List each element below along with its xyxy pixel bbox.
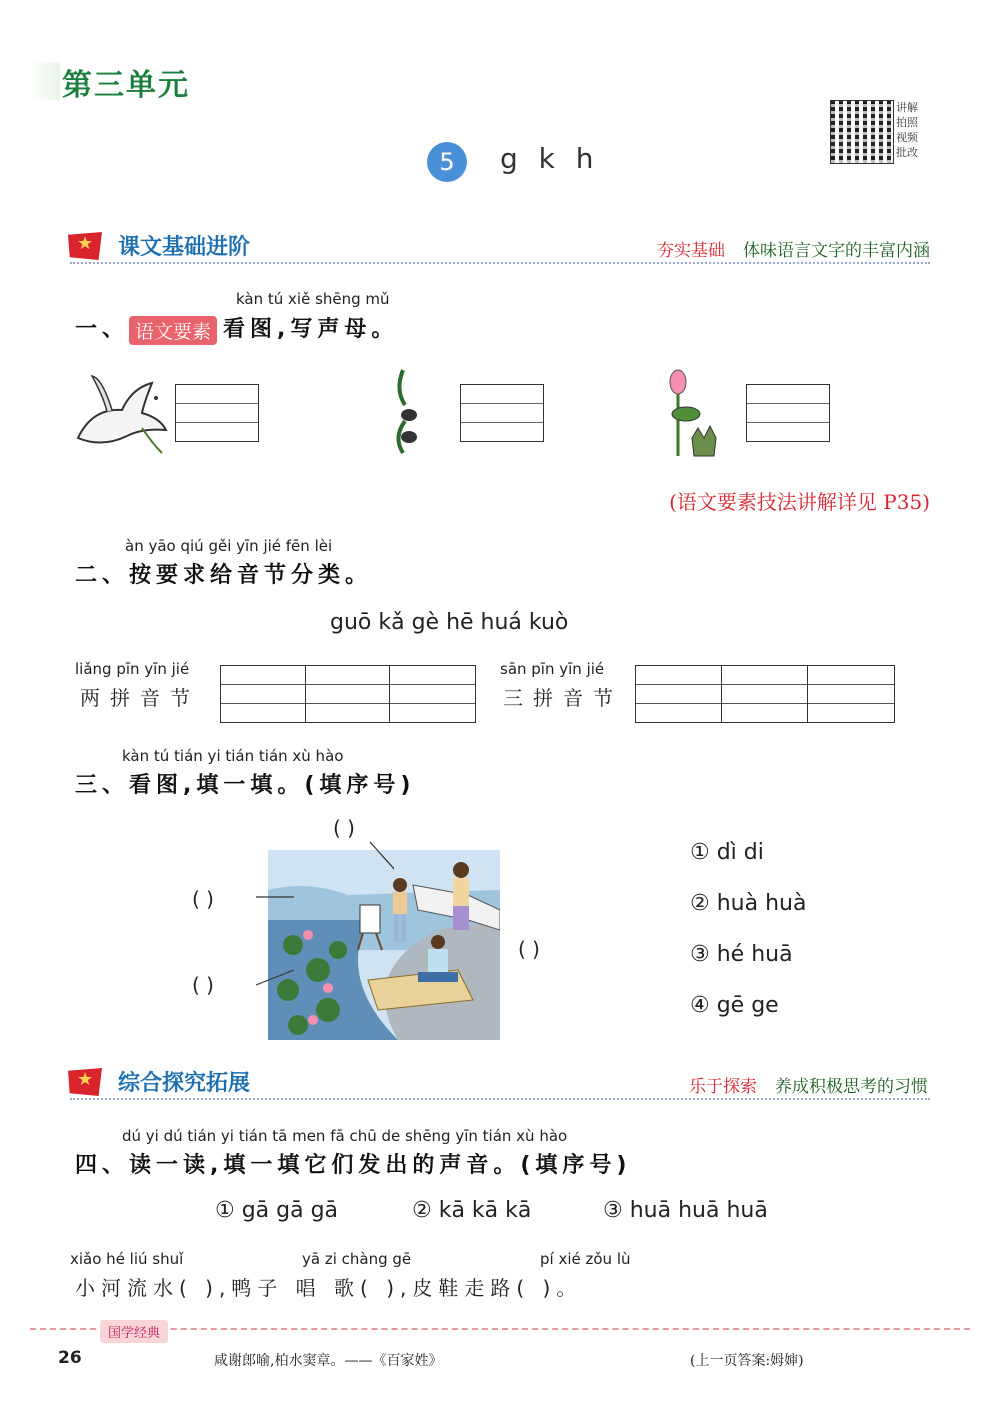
q2-heading: 二、按要求给音节分类。 <box>75 563 373 588</box>
q4-pinyin-a: xiǎo hé liú shuǐ <box>70 1250 184 1268</box>
page-number: 26 <box>58 1348 82 1368</box>
q3-option-4: ④ gē ge <box>690 993 779 1018</box>
three-syllable-grid[interactable] <box>635 665 895 723</box>
section-tagline-2: 养成积极思考的习惯 <box>775 1077 928 1097</box>
lesson-title: g k h <box>500 142 600 175</box>
q2-right-pinyin: sān pīn yīn jié <box>500 660 605 678</box>
two-syllable-grid[interactable] <box>220 665 476 723</box>
dove-picture <box>72 368 168 458</box>
section-tagline-1: 乐于探索 <box>689 1077 757 1097</box>
section-title: 综合探究拓展 <box>118 1071 251 1096</box>
q3-heading: 三、看图,填一填。(填序号) <box>75 773 416 798</box>
technique-note: (语文要素技法讲解详见 P35) <box>669 490 930 514</box>
q2-right-label: 三拼音节 <box>503 686 623 710</box>
answer-box-3[interactable] <box>746 384 830 442</box>
qr-label: 讲解 拍照 视频 批改 <box>896 101 918 159</box>
q2-pinyin: àn yāo qiú gěi yīn jié fēn lèi <box>125 537 333 555</box>
qr-code-icon[interactable] <box>830 100 894 164</box>
q4-pinyin-b: yā zi chàng gē <box>302 1250 412 1268</box>
blank-right[interactable]: ( ) <box>518 937 540 961</box>
q4-option-3: ③ huā huā huā <box>603 1198 768 1223</box>
unit-title: 第三单元 <box>62 68 190 103</box>
q1-pinyin: kàn tú xiě shēng mǔ <box>236 290 390 308</box>
section-subtitle <box>657 236 930 261</box>
divider <box>70 1098 930 1100</box>
pointer-lines <box>254 840 394 1000</box>
q1-prefix: 一、 <box>75 317 130 342</box>
section-title: 课文基础进阶 <box>118 235 251 260</box>
footer-divider <box>30 1328 970 1330</box>
footer-tag: 国学经典 <box>100 1320 168 1343</box>
lotus-picture <box>662 368 724 460</box>
section-subtitle <box>689 1072 928 1097</box>
q1-heading <box>75 312 398 345</box>
lesson-number: 5 <box>427 142 467 182</box>
q4-heading: 四、读一读,填一填它们发出的声音。(填序号) <box>75 1153 632 1178</box>
star-flag-icon <box>68 232 102 260</box>
answer-box-1[interactable] <box>175 384 259 442</box>
q2-left-pinyin: liǎng pīn yīn jié <box>75 660 190 678</box>
q3-option-3: ③ hé huā <box>690 942 793 967</box>
blank-top[interactable]: ( ) <box>333 816 355 840</box>
q1-text: 看图,写声母。 <box>223 317 399 342</box>
q3-option-1: ① dì di <box>690 840 764 865</box>
q2-syllables: guō kǎ gè hē huá kuò <box>330 610 569 635</box>
q4-pinyin-c: pí xié zǒu lù <box>540 1250 631 1268</box>
q2-left-label: 两拼音节 <box>80 686 200 710</box>
q3-pinyin: kàn tú tián yi tián tián xù hào <box>122 747 344 765</box>
footer-quote: 咸谢郎喻,柏水窦章。——《百家姓》 <box>214 1353 443 1369</box>
q4-option-1: ① gā gā gā <box>215 1198 339 1223</box>
answer-box-2[interactable] <box>460 384 544 442</box>
tadpole-picture <box>385 365 430 460</box>
yuwen-yaosu-tag: 语文要素 <box>129 316 217 345</box>
q3-option-2: ② huà huà <box>690 891 807 916</box>
blank-left-lower[interactable]: ( ) <box>192 973 214 997</box>
unit-header-bar <box>30 62 60 100</box>
section-tagline-2: 体味语言文字的丰富内涵 <box>743 241 930 261</box>
section-tagline-1: 夯实基础 <box>657 241 725 261</box>
q4-sentence[interactable]: 小河流水( ),鸭子 唱 歌( ),皮鞋走路( )。 <box>75 1276 583 1300</box>
blank-left-upper[interactable]: ( ) <box>192 887 214 911</box>
q4-pinyin: dú yi dú tián yi tián tā men fā chū de shēng yīn tián xù hào <box>122 1127 568 1145</box>
divider <box>70 262 930 264</box>
q4-option-2: ② kā kā kā <box>412 1198 532 1223</box>
previous-answer: (上一页答案:姆婶) <box>690 1353 804 1369</box>
star-flag-icon <box>68 1068 102 1096</box>
